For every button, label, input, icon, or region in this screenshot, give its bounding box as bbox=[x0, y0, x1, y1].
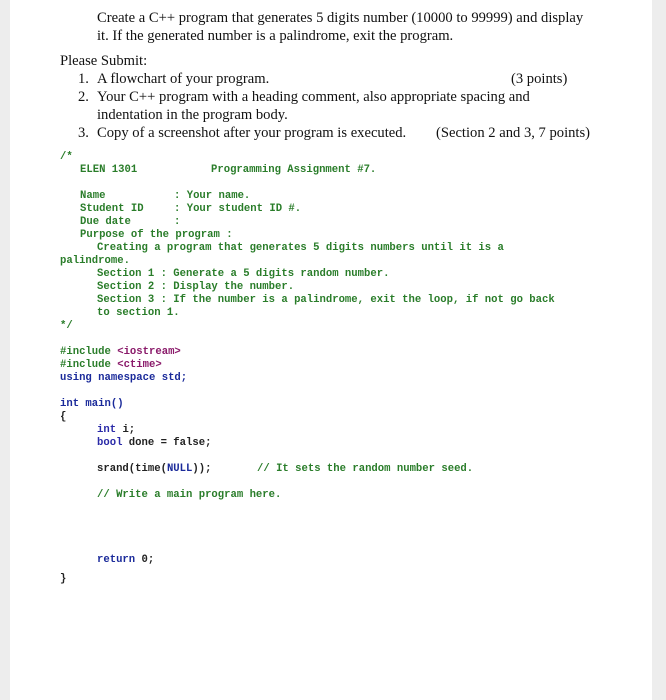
decl-int bbox=[97, 424, 135, 437]
item-3-points: (Section 2 and 3, 7 points) bbox=[436, 125, 591, 141]
item-1-text: A flowchart of your program. bbox=[97, 71, 270, 87]
purpose-line-2: palindrome. bbox=[60, 255, 130, 267]
section-2-comment: Section 2 : Display the number. bbox=[97, 281, 295, 293]
name-value: : Your name. bbox=[174, 190, 251, 202]
include-header: <iostream> bbox=[117, 346, 181, 358]
null-keyword: NULL bbox=[166, 463, 193, 475]
item-3-number: 3. bbox=[78, 125, 89, 141]
course-code: ELEN 1301 bbox=[80, 164, 138, 176]
comment-close: */ bbox=[60, 320, 73, 332]
return-keyword: return bbox=[97, 554, 136, 566]
assignment-title: Programming Assignment #7. bbox=[211, 164, 377, 176]
section-1-comment: Section 1 : Generate a 5 digits random number. bbox=[97, 268, 390, 280]
comment-open: /* bbox=[60, 151, 73, 163]
include-iostream bbox=[60, 346, 181, 359]
student-id-value: : Your student ID #. bbox=[174, 203, 302, 215]
submit-heading: Please Submit: bbox=[60, 53, 148, 69]
srand-suffix: )); bbox=[192, 463, 212, 475]
decl-bool-rest: done = false; bbox=[128, 437, 212, 449]
item-1-number: 1. bbox=[78, 71, 89, 87]
decl-int-rest: i; bbox=[122, 424, 136, 436]
int-keyword: int bbox=[97, 424, 117, 436]
include-header: <ctime> bbox=[117, 359, 162, 371]
brace-open: { bbox=[60, 411, 67, 423]
return-statement bbox=[97, 554, 154, 567]
prompt-line-2: it. If the generated number is a palindrome, exit the program. bbox=[97, 28, 454, 44]
purpose-label: Purpose of the program : bbox=[80, 229, 233, 241]
due-date-value: : bbox=[174, 216, 181, 228]
decl-bool bbox=[97, 437, 211, 450]
include-directive: #include bbox=[60, 346, 111, 358]
item-3-text: Copy of a screenshot after your program is executed. bbox=[97, 125, 407, 141]
item-2-number: 2. bbox=[78, 89, 89, 105]
purpose-line-1: Creating a program that generates 5 digits numbers until it is a bbox=[97, 242, 504, 254]
srand-comment: // It sets the random number seed. bbox=[257, 463, 474, 475]
section-3-cont: to section 1. bbox=[97, 307, 180, 319]
document-page bbox=[10, 0, 652, 700]
bool-keyword: bool bbox=[97, 437, 123, 449]
section-3-comment: Section 3 : If the number is a palindrome, exit the loop, if not go back bbox=[97, 294, 555, 306]
due-date-label: Due date bbox=[80, 216, 131, 228]
item-2-text-cont: indentation in the program body. bbox=[97, 107, 288, 123]
srand-call bbox=[97, 463, 211, 476]
using-namespace: using namespace std; bbox=[60, 372, 188, 384]
student-id-label: Student ID bbox=[80, 203, 144, 215]
item-2-text: Your C++ program with a heading comment, also appropriate spacing and bbox=[97, 89, 530, 105]
prompt-line-1: Create a C++ program that generates 5 digits number (10000 to 99999) and display bbox=[97, 10, 584, 26]
write-comment: // Write a main program here. bbox=[97, 489, 282, 501]
return-value: 0; bbox=[141, 554, 155, 566]
include-ctime bbox=[60, 359, 162, 372]
main-signature: int main() bbox=[60, 398, 124, 410]
brace-close: } bbox=[60, 573, 67, 585]
srand-prefix: srand(time( bbox=[97, 463, 167, 475]
name-label: Name bbox=[80, 190, 106, 202]
include-directive: #include bbox=[60, 359, 111, 371]
item-1-points: (3 points) bbox=[511, 71, 568, 87]
